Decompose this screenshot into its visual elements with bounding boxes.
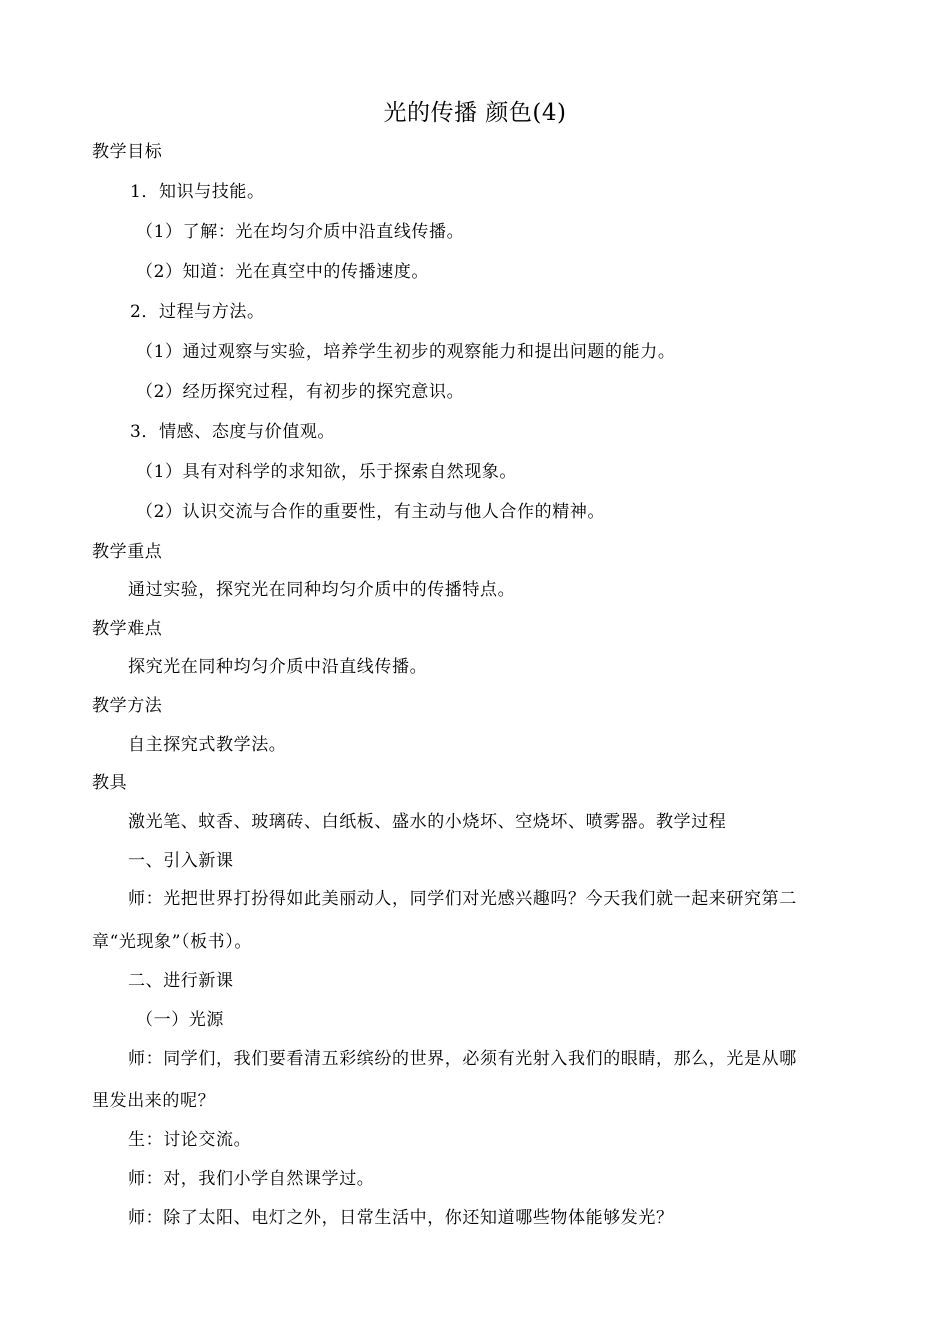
heading-teaching-aids: 教具 (92, 773, 128, 793)
paragraph-teacher-question-2: 里发出来的呢？ (92, 1091, 216, 1111)
teaching-method-text: 自主探究式教学法。 (128, 735, 287, 755)
objective-1-item-1: （1）了解：光在均匀介质中沿直线传播。 (136, 222, 465, 242)
section-new-lesson: 二、进行新课 (128, 971, 234, 991)
teaching-aids-text: 激光笔、蚊香、玻璃砖、白纸板、盛水的小烧坏、空烧坏、喷雾器。教学过程 (128, 812, 727, 832)
objective-2-heading: 2．过程与方法。 (130, 302, 265, 322)
objective-1-heading: 1．知识与技能。 (130, 182, 265, 202)
paragraph-teacher-intro-2: 章“光现象”（板书）。 (92, 932, 252, 952)
objective-3-item-2: （2）认识交流与合作的重要性，有主动与他人合作的精神。 (136, 502, 606, 522)
paragraph-student-discussion: 生：讨论交流。 (128, 1130, 252, 1150)
heading-key-points: 教学重点 (92, 542, 163, 562)
objective-2-item-2: （2）经历探究过程，有初步的探究意识。 (136, 382, 465, 402)
heading-teaching-method: 教学方法 (92, 696, 163, 716)
objective-1-item-2: （2）知道：光在真空中的传播速度。 (136, 262, 430, 282)
heading-teaching-objectives: 教学目标 (92, 142, 163, 162)
paragraph-teacher-question-3: 师：除了太阳、电灯之外，日常生活中，你还知道哪些物体能够发光？ (128, 1208, 674, 1228)
difficulties-text: 探究光在同种均匀介质中沿直线传播。 (128, 657, 428, 677)
paragraph-teacher-intro-1: 师：光把世界打扮得如此美丽动人，同学们对光感兴趣吗？今天我们就一起来研究第二 (128, 889, 797, 909)
document-title: 光的传播 颜色(4) (383, 100, 567, 126)
paragraph-teacher-question-1: 师：同学们，我们要看清五彩缤纷的世界，必须有光射入我们的眼睛，那么，光是从哪 (128, 1049, 797, 1069)
objective-3-item-1: （1）具有对科学的求知欲，乐于探索自然现象。 (136, 462, 518, 482)
heading-difficulties: 教学难点 (92, 619, 163, 639)
section-introduction: 一、引入新课 (128, 851, 234, 871)
objective-2-item-1: （1）通过观察与实验，培养学生初步的观察能力和提出问题的能力。 (136, 342, 676, 362)
key-points-text: 通过实验，探究光在同种均匀介质中的传播特点。 (128, 580, 516, 600)
subsection-light-source: （一）光源 (136, 1010, 224, 1030)
objective-3-heading: 3．情感、态度与价值观。 (130, 422, 336, 442)
paragraph-teacher-confirm: 师：对，我们小学自然课学过。 (128, 1169, 375, 1189)
